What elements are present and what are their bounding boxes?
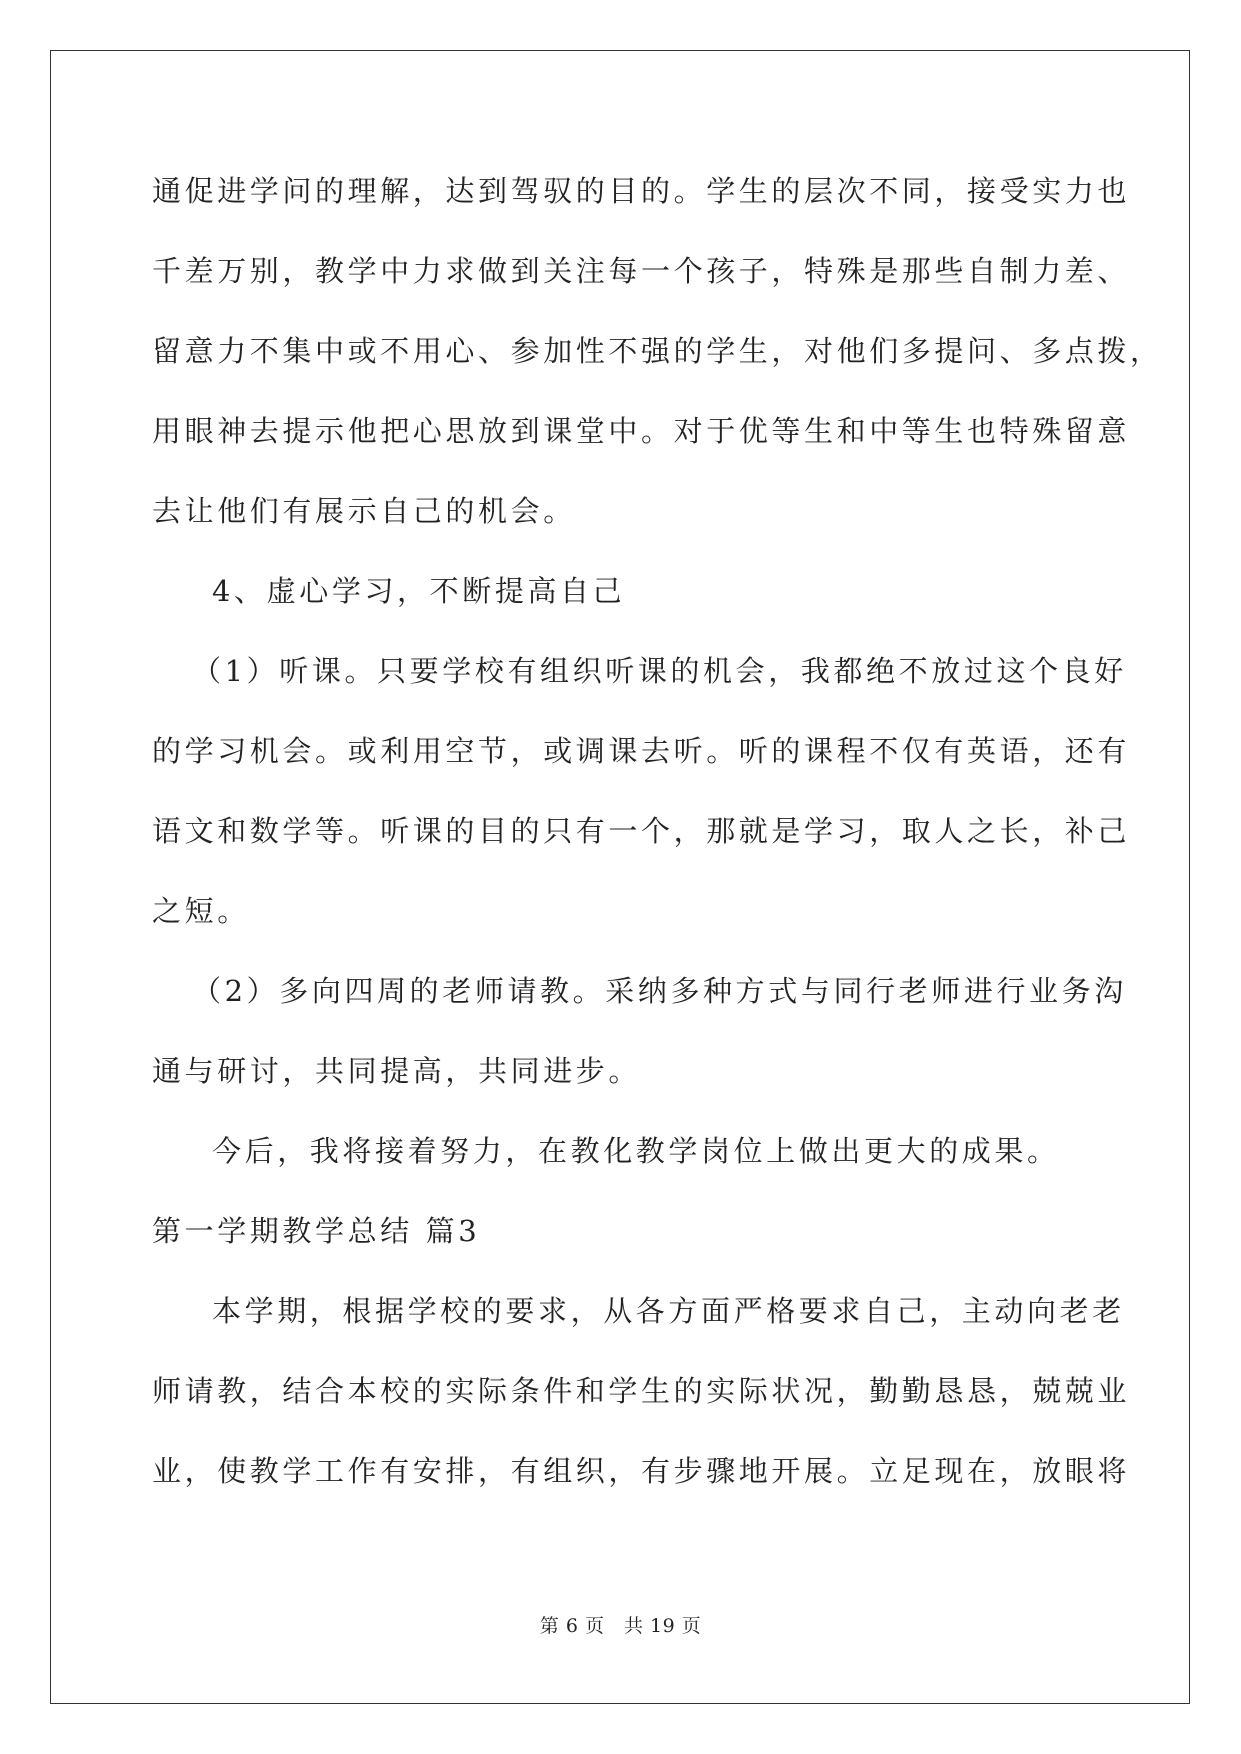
body-text-line: 通促进学问的理解，达到驾驭的目的。学生的层次不同，接受实力也: [152, 174, 1131, 208]
page-number-footer: 第 6 页 共 19 页: [539, 1615, 702, 1637]
section-heading: 4、虚心学习，不断提高自己: [212, 574, 626, 608]
body-text-line: 留意力不集中或不用心、参加性不强的学生，对他们多提问、多点拨，: [152, 334, 1163, 368]
body-text-line: （1）听课。只要学校有组织听课的机会，我都绝不放过这个良好: [192, 654, 1127, 688]
body-text-line: 之短。: [152, 894, 250, 928]
chapter-title: 第一学期教学总结 篇3: [152, 1214, 481, 1248]
body-text-line: 去让他们有展示自己的机会。: [152, 494, 576, 528]
body-text-line: （2）多向四周的老师请教。采纳多种方式与同行老师进行业务沟: [192, 974, 1127, 1008]
body-text-line: 用眼神去提示他把心思放到课堂中。对于优等生和中等生也特殊留意: [152, 414, 1131, 448]
body-text-line: 师请教，结合本校的实际条件和学生的实际状况，勤勤恳恳，兢兢业: [152, 1374, 1131, 1408]
body-text-line: 语文和数学等。听课的目的只有一个，那就是学习，取人之长，补己: [152, 814, 1131, 848]
body-text-line: 千差万别，教学中力求做到关注每一个孩子，特殊是那些自制力差、: [152, 254, 1131, 288]
body-text-line: 今后，我将接着努力，在教化教学岗位上做出更大的成果。: [212, 1134, 1060, 1168]
body-text-line: 通与研讨，共同提高，共同进步。: [152, 1054, 642, 1088]
body-text-line: 本学期，根据学校的要求，从各方面严格要求自己，主动向老老: [212, 1294, 1125, 1328]
body-text-line: 的学习机会。或利用空节，或调课去听。听的课程不仅有英语，还有: [152, 734, 1131, 768]
body-text-line: 业，使教学工作有安排，有组织，有步骤地开展。立足现在，放眼将: [152, 1454, 1131, 1488]
